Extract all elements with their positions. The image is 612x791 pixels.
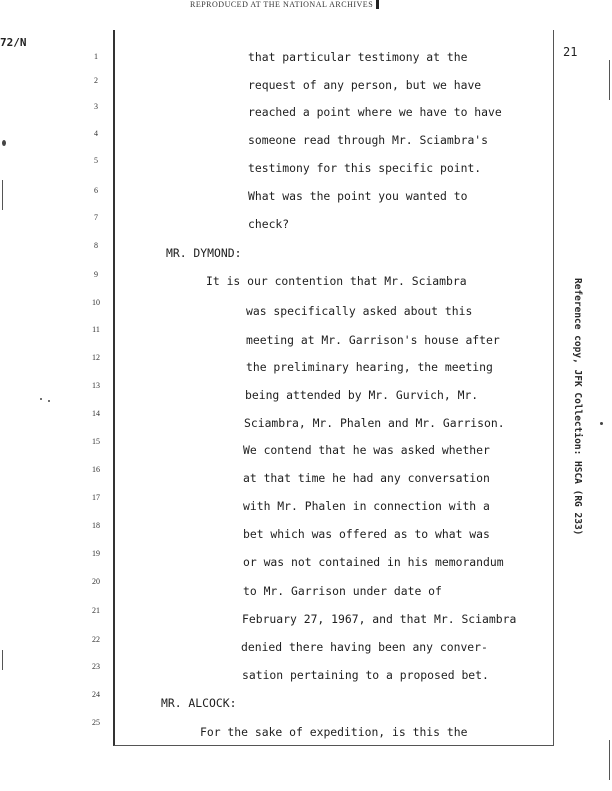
line-number: 8 [94, 241, 98, 250]
transcript-line: What was the point you wanted to [248, 189, 468, 203]
line-number: 16 [92, 465, 100, 474]
line-number: 6 [94, 186, 98, 195]
line-number: 23 [92, 662, 100, 671]
transcript-line: at that time he had any conversation [243, 471, 490, 485]
line-number: 12 [92, 353, 100, 362]
reference-copy-note: Reference copy, JFK Collection: HSCA (RG 233) [572, 278, 583, 536]
transcript-line: It is our contention that Mr. Sciambra [206, 274, 467, 288]
line-number: 17 [92, 493, 100, 502]
transcript-line: denied there having been any conver- [241, 640, 488, 654]
archive-stamp [190, 0, 420, 9]
transcript-line: bet which was offered as to what was [243, 527, 490, 541]
page-number: 21 [563, 45, 578, 59]
line-number: 9 [94, 270, 98, 279]
transcript-line: the preliminary hearing, the meeting [246, 360, 493, 374]
scan-edge-mark [609, 60, 610, 100]
scan-edge-mark [609, 740, 610, 780]
transcript-line: request of any person, but we have [248, 78, 482, 92]
transcript-line: February 27, 1967, and that Mr. Sciambra [242, 612, 517, 626]
line-number: 11 [92, 325, 100, 334]
file-code: 72/N [0, 36, 27, 49]
line-number: 25 [92, 718, 100, 727]
transcript-line: For the sake of expedition, is this the [200, 725, 468, 739]
line-number: 3 [94, 102, 98, 111]
transcript-line: meeting at Mr. Garrison's house after [246, 333, 500, 347]
line-number: 2 [94, 76, 98, 85]
line-number: 15 [92, 437, 100, 446]
transcript-line: was specifically asked about this [246, 304, 473, 318]
transcript-line: or was not contained in his memorandum [243, 555, 504, 569]
line-number: 24 [92, 690, 100, 699]
scan-speck [600, 422, 603, 425]
line-number: 14 [92, 409, 100, 418]
transcript-line: testimony for this specific point. [248, 161, 482, 175]
transcript-line: with Mr. Phalen in connection with a [243, 499, 490, 513]
scan-speck [48, 400, 50, 402]
line-number: 22 [92, 635, 100, 644]
line-number: 5 [94, 156, 98, 165]
transcript-line: Sciambra, Mr. Phalen and Mr. Garrison. [244, 416, 505, 430]
line-number: 4 [94, 129, 98, 138]
line-number: 7 [94, 213, 98, 222]
scan-edge-mark [2, 650, 3, 670]
line-number: 1 [94, 52, 98, 61]
scan-speck [40, 398, 42, 400]
archive-stamp-text: REPRODUCED AT THE NATIONAL ARCHIVES [190, 0, 374, 9]
transcript-line: someone read through Mr. Sciambra's [248, 133, 489, 147]
transcript-line: check? [248, 217, 290, 231]
line-number: 20 [92, 577, 100, 586]
transcript-line: We contend that he was asked whether [243, 443, 490, 457]
stamp-mark-icon [376, 0, 379, 9]
speaker-label: MR. ALCOCK: [161, 696, 237, 710]
transcript-line: being attended by Mr. Gurvich, Mr. [245, 388, 479, 402]
line-number: 19 [92, 549, 100, 558]
transcript-line: to Mr. Garrison under date of [243, 584, 442, 598]
transcript-line: sation pertaining to a proposed bet. [242, 668, 489, 682]
line-number: 10 [92, 298, 100, 307]
line-number: 13 [92, 381, 100, 390]
line-number: 18 [92, 521, 100, 530]
transcript-line: that particular testimony at the [248, 50, 468, 64]
scan-speck [2, 140, 6, 146]
scan-edge-mark [2, 180, 3, 210]
transcript-line: reached a point where we have to have [248, 105, 502, 119]
line-number: 21 [92, 606, 100, 615]
speaker-label: MR. DYMOND: [166, 246, 242, 260]
